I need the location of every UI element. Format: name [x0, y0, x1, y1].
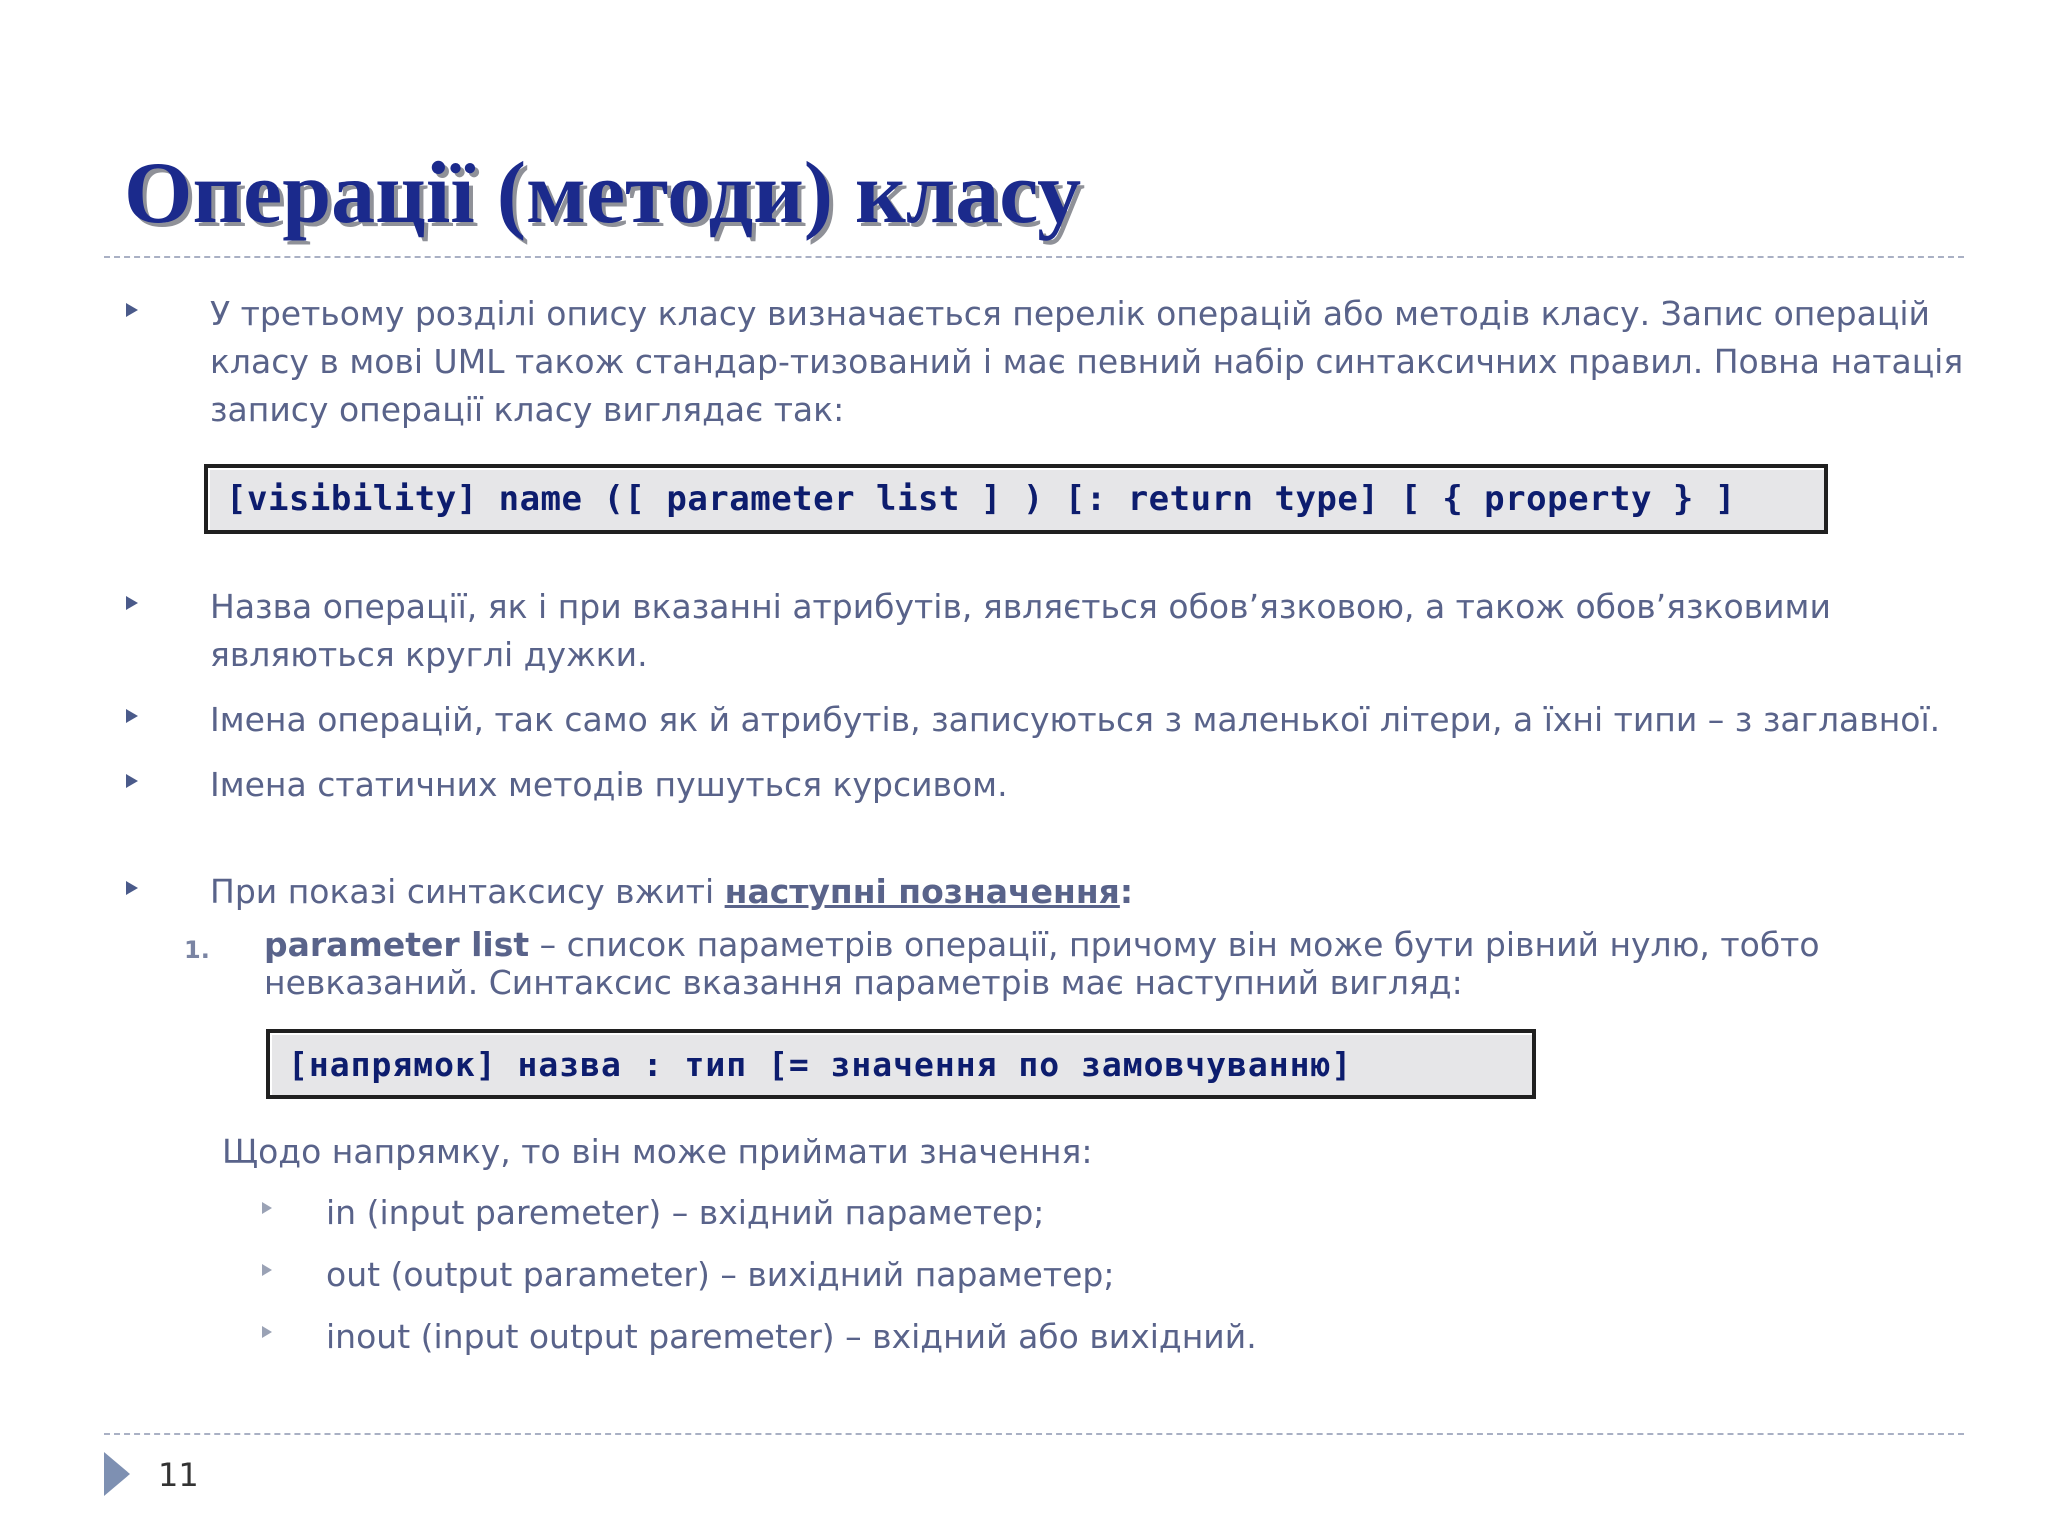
direction-desc: вхідний параметер;: [698, 1193, 1045, 1232]
direction-item-in: [326, 1189, 1044, 1237]
list-number: 1.: [184, 936, 210, 964]
direction-desc: вхідний або вихідний.: [872, 1317, 1257, 1356]
play-arrow-icon: [104, 1452, 130, 1496]
footer-divider: [104, 1433, 1964, 1435]
name-rule-line-1: Назва операції, як і при вказанні атрибутів, являється обов’язковою, а також обов’язковими: [210, 587, 1831, 626]
title-divider: [104, 256, 1964, 258]
bullet-icon: [126, 303, 138, 317]
direction-item-inout: [326, 1313, 1257, 1361]
parameter-list-text-1: – список параметрів операції, причому він може бути рівний нулю, тобто: [529, 925, 1820, 964]
parameter-list-item: [264, 926, 1820, 1002]
name-rule-line-2: являються круглі дужки.: [210, 635, 648, 674]
operation-syntax-box: [204, 464, 1828, 534]
direction-item-out: [326, 1251, 1114, 1299]
intro-line-1: У третьому розділі опису класу визначається перелік операцій або методів класу. Запис операцій: [210, 294, 1930, 333]
case-rule-text: Імена операцій, так само як й атрибутів, записуються з маленької літери, а їхні типи – з заглавної.: [210, 700, 1941, 739]
bullet-icon: [126, 774, 138, 788]
notation-link: наступні позначення: [724, 872, 1120, 911]
sub-bullet-icon: [262, 1326, 272, 1338]
operation-syntax-text: [visibility] name ([ parameter list ] ) [: return type] [ { property } ]: [226, 479, 1736, 519]
notation-colon: :: [1119, 872, 1134, 911]
direction-term: inout (input output paremeter) –: [326, 1317, 873, 1356]
parameter-syntax-box: [266, 1029, 1536, 1099]
bullet-icon: [126, 596, 138, 610]
parameter-list-text-2: невказаний. Синтаксис вказання параметрів має наступний вигляд:: [264, 963, 1463, 1002]
static-rule-text: Імена статичних методів пушуться курсивом.: [210, 765, 1008, 804]
direction-intro: [222, 1128, 1092, 1176]
intro-line-3: запису операції класу виглядає так:: [210, 390, 845, 429]
parameter-list-term: parameter list: [264, 925, 530, 964]
sub-bullet-icon: [262, 1264, 272, 1276]
direction-term: in (input paremeter) –: [326, 1193, 699, 1232]
direction-term: out (output parameter) –: [326, 1255, 748, 1294]
direction-intro-text: Щодо напрямку, то він може приймати значення:: [222, 1132, 1093, 1171]
static-rule-paragraph: [210, 761, 1008, 809]
notation-paragraph: [210, 868, 1133, 916]
parameter-syntax-text: [напрямок] назва : тип [= значення по замовчуванню]: [288, 1044, 1353, 1084]
direction-desc: вихідний параметер;: [747, 1255, 1115, 1294]
case-rule-paragraph: [210, 696, 1940, 744]
notation-prefix: При показі синтаксису вжиті: [210, 872, 725, 911]
name-rule-paragraph: [210, 583, 1831, 679]
intro-line-2: класу в мові UML також стандар-тизований і має певний набір синтаксичних правил. Повна натація: [210, 342, 1964, 381]
bullet-icon: [126, 709, 138, 723]
slide-title: Операції (методи) класу: [124, 145, 1082, 242]
sub-bullet-icon: [262, 1202, 272, 1214]
intro-paragraph: [210, 290, 1963, 434]
page-number: 11: [158, 1456, 199, 1494]
bullet-icon: [126, 881, 138, 895]
